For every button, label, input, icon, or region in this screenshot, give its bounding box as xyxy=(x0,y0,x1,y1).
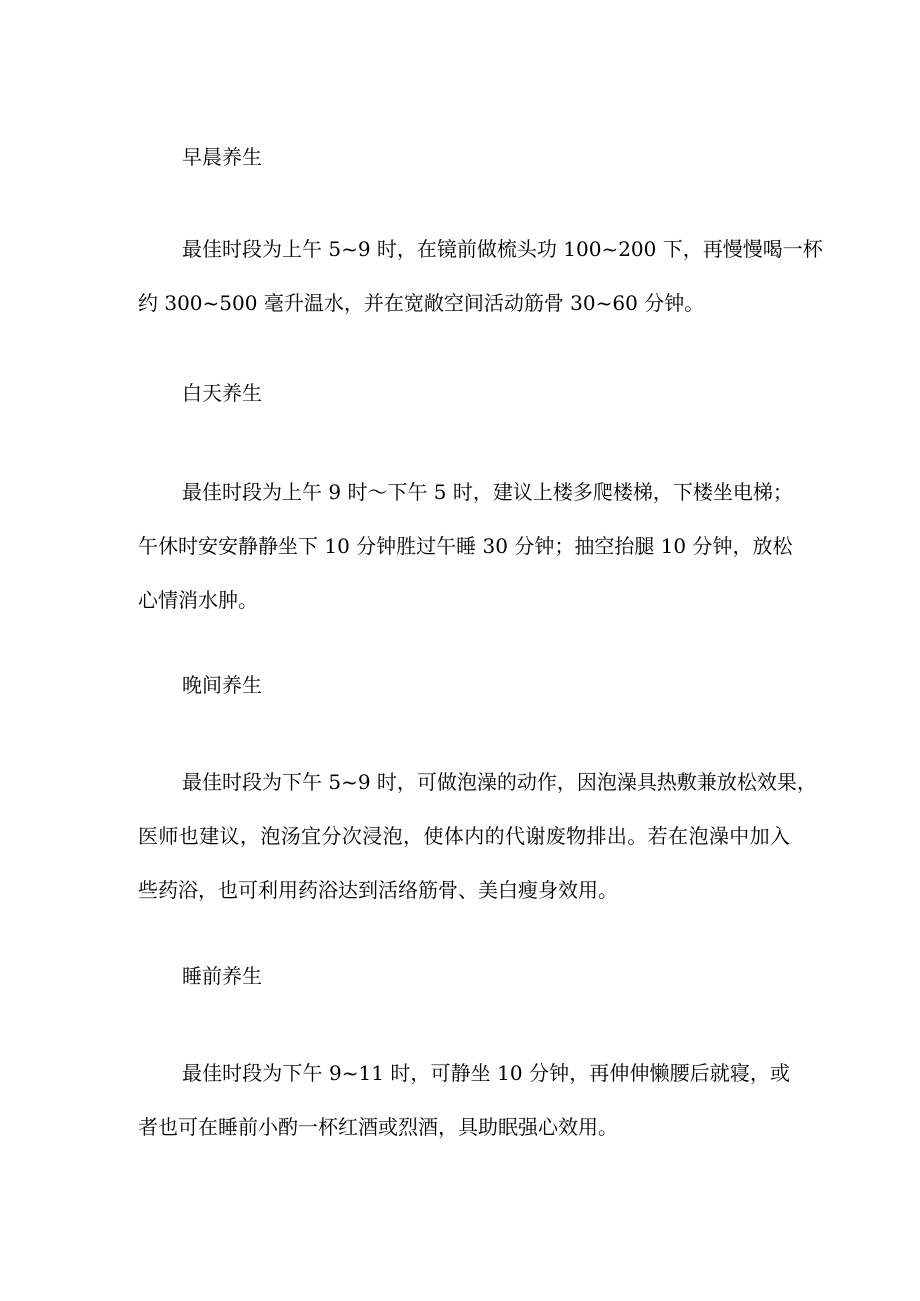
paragraph-line: 最佳时段为下午 9~11 时，可静坐 10 分钟，再伸伸懒腰后就寝，或 xyxy=(182,1061,790,1085)
paragraph-line: 心情消水肿。 xyxy=(138,588,258,612)
section-heading-bedtime: 睡前养生 xyxy=(182,964,262,988)
paragraph-line: 最佳时段为上午 5~9 时，在镜前做梳头功 100~200 下，再慢慢喝一杯 xyxy=(182,237,823,261)
section-paragraph-bedtime xyxy=(138,1058,790,1166)
paragraph-line: 者也可在睡前小酌一杯红酒或烈酒，具助眠强心效用。 xyxy=(138,1115,618,1139)
section-heading-daytime: 白天养生 xyxy=(182,381,262,405)
paragraph-line: 最佳时段为下午 5~9 时，可做泡澡的动作，因泡澡具热敷兼放松效果， xyxy=(182,770,817,794)
section-heading-evening: 晚间养生 xyxy=(182,673,262,697)
paragraph-line: 午休时安安静静坐下 10 分钟胜过午睡 30 分钟；抽空抬腿 10 分钟，放松 xyxy=(138,534,793,558)
paragraph-line: 些药浴，也可利用药浴达到活络筋骨、美白瘦身效用。 xyxy=(138,878,618,902)
section-paragraph-evening xyxy=(138,767,817,929)
section-paragraph-daytime xyxy=(138,477,793,639)
paragraph-line: 约 300~500 毫升温水，并在宽敞空间活动筋骨 30~60 分钟。 xyxy=(138,291,705,315)
section-paragraph-morning xyxy=(138,234,823,342)
paragraph-line: 最佳时段为上午 9 时～下午 5 时，建议上楼多爬楼梯，下楼坐电梯； xyxy=(182,480,793,504)
section-heading-morning: 早晨养生 xyxy=(182,145,262,169)
paragraph-line: 医师也建议，泡汤宜分次浸泡，使体内的代谢废物排出。若在泡澡中加入 xyxy=(138,824,790,848)
